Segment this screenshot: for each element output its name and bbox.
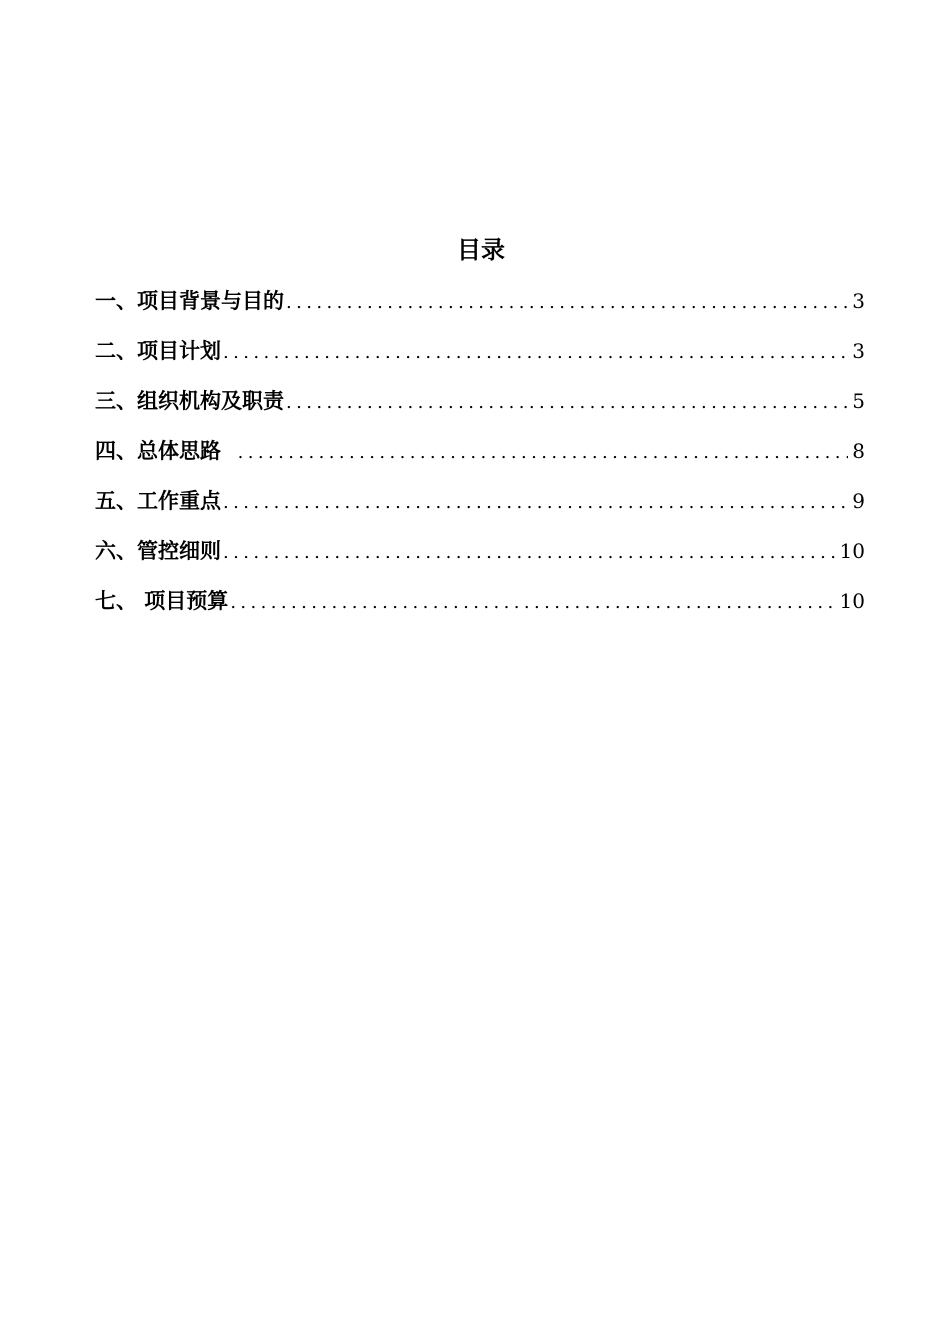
toc-page-number: 5: [852, 389, 865, 413]
toc-entry-organization[interactable]: [95, 383, 865, 433]
toc-dot-leader: [223, 485, 848, 521]
toc-page-number: 9: [852, 489, 865, 513]
toc-entry-label: 七、 项目预算: [95, 589, 229, 613]
toc-title: 目录: [457, 236, 505, 264]
toc-entry-label: 六、管控细则: [95, 539, 221, 563]
toc-page-number: 10: [839, 539, 865, 563]
toc-dot-leader: [238, 435, 849, 471]
toc-entry-label: 二、项目计划: [95, 339, 221, 363]
toc-dot-leader: [223, 335, 848, 371]
toc-entry-label: 三、组织机构及职责: [95, 389, 284, 413]
toc-dot-leader: [223, 535, 836, 571]
toc-dot-leader: [230, 585, 835, 621]
toc-entry-approach[interactable]: [95, 433, 865, 483]
toc-dot-leader: [286, 385, 848, 421]
toc-entry-controls[interactable]: [95, 533, 865, 583]
toc-page-number: 10: [839, 589, 865, 613]
toc-page-number: 8: [852, 439, 865, 463]
toc-dot-leader: [286, 285, 848, 321]
toc-entry-budget[interactable]: [95, 583, 865, 633]
toc-entry-label: 一、项目背景与目的: [95, 289, 284, 313]
toc-entry-label: 四、总体思路: [95, 439, 236, 463]
toc-page-number: 3: [852, 289, 865, 313]
toc-entry-key-work[interactable]: [95, 483, 865, 533]
toc-entry-background[interactable]: [95, 283, 865, 333]
toc-entry-label: 五、工作重点: [95, 489, 221, 513]
toc-list: [95, 283, 865, 633]
toc-page-number: 3: [852, 339, 865, 363]
toc-entry-plan[interactable]: [95, 333, 865, 383]
